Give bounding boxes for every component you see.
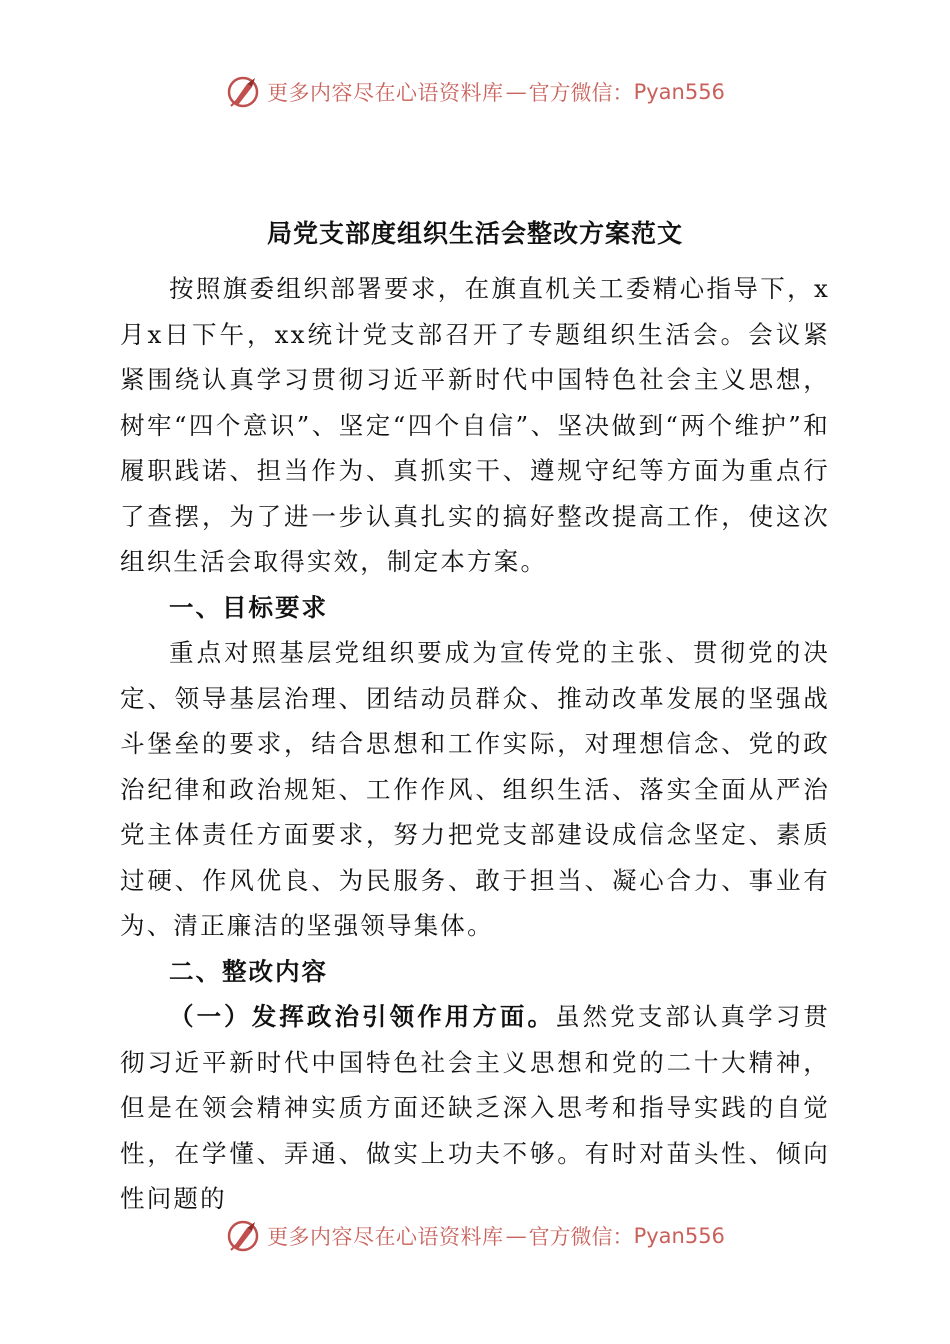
- watermark-wechat-id: Pyan556: [633, 80, 725, 104]
- section-heading-rectification: 二、整改内容: [169, 956, 328, 986]
- watermark-wechat-label: 官方微信：: [528, 1225, 634, 1249]
- quill-pen-logo-icon: [225, 1218, 261, 1254]
- intro-paragraph: 按照旗委组织部署要求，在旗直机关工委精心指导下，x月x日下午，xx统计党支部召开了专题组织生活会。会议紧紧围绕认真学习贯彻习近平新时代中国特色社会主义思想，树牢“四个意识”、坚定“四个自信”、坚决做到“两个维护”和履职践诺、担当作为、真抓实干、遵规守纪等方面为重点行了查摆，为了进一步认真扎实的搞好整改提高工作，使这次组织生活会取得实效，制定本方案。: [120, 274, 830, 576]
- watermark-banner-bottom: [0, 1212, 950, 1260]
- item-1-lead: （一）发挥政治引领作用方面。: [169, 1002, 556, 1031]
- watermark-separator: —: [505, 1224, 527, 1248]
- item-1-body: 虽然党支部认真学习贯彻习近平新时代中国特色社会主义思想和党的二十大精神，但是在领会精神实质方面还缺乏深入思考和指导实践的自觉性，在学懂、弄通、做实上功夫不够。有时对苗头性、倾向性问题的: [120, 1002, 830, 1213]
- watermark-separator: —: [505, 80, 527, 104]
- document-title: 局党支部度组织生活会整改方案范文: [266, 219, 683, 248]
- document-body: [120, 266, 830, 1222]
- watermark-text: 更多内容尽在心语资料库: [267, 1225, 504, 1249]
- watermark-text: 更多内容尽在心语资料库: [267, 81, 504, 105]
- section-heading-goals: 一、目标要求: [169, 592, 328, 622]
- watermark-wechat-id: Pyan556: [633, 1224, 725, 1248]
- quill-pen-logo-icon: [225, 74, 261, 110]
- goals-paragraph: 重点对照基层党组织要成为宣传党的主张、贯彻党的决定、领导基层治理、团结动员群众、推动改革发展的坚强战斗堡垒的要求，结合思想和工作实际，对理想信念、党的政治纪律和政治规矩、工作作风、组织生活、落实全面从严治党主体责任方面要求，努力把党支部建设成信念坚定、素质过硬、作风优良、为民服务、敢于担当、凝心合力、事业有为、清正廉洁的坚强领导集体。: [120, 638, 830, 940]
- rectification-item-1: [120, 994, 830, 1222]
- watermark-banner-top: [0, 68, 950, 116]
- watermark-wechat-label: 官方微信：: [528, 81, 634, 105]
